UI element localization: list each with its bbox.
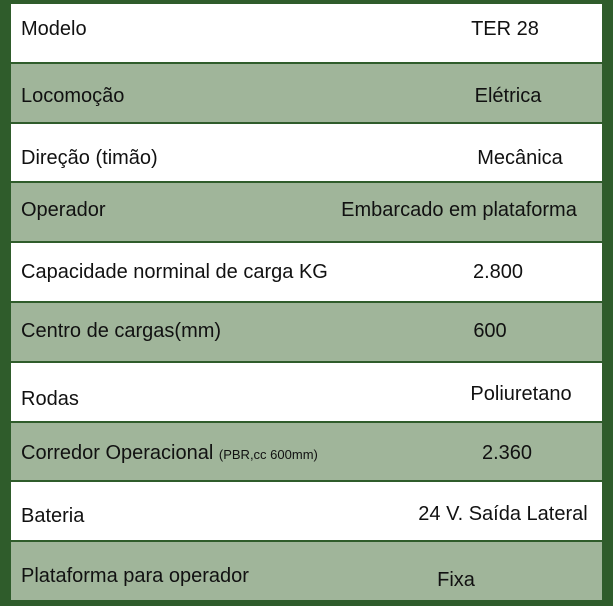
spec-label: Modelo xyxy=(21,18,87,40)
spec-row-corredor xyxy=(11,423,602,481)
spec-label: Locomoção xyxy=(21,84,125,107)
spec-row-modelo xyxy=(11,4,602,62)
spec-value: Mecânica xyxy=(477,146,563,169)
spec-value: 24 V. Saída Lateral xyxy=(418,503,588,526)
spec-label: Direção (timão) xyxy=(21,146,158,169)
spec-value: 2.360 xyxy=(481,441,533,464)
spec-label: Rodas xyxy=(21,387,79,410)
spec-row-rodas xyxy=(11,363,602,421)
spec-value: TER 28 xyxy=(471,18,539,40)
spec-row-operador xyxy=(11,183,602,241)
spec-row-bateria xyxy=(11,482,602,540)
spec-label: Centro de cargas(mm) xyxy=(21,319,222,342)
spec-value: Fixa xyxy=(437,569,475,592)
spec-label: Operador xyxy=(21,199,106,222)
spec-label-group xyxy=(21,441,318,467)
spec-row-centro-cargas xyxy=(11,303,602,361)
spec-row-direcao xyxy=(11,124,602,182)
spec-label: Bateria xyxy=(21,505,85,528)
spec-label: Corredor Operacional xyxy=(21,441,214,464)
spec-row-capacidade xyxy=(11,243,602,301)
spec-value: Embarcado em plataforma xyxy=(341,199,577,222)
spec-value: 600 xyxy=(473,319,507,342)
spec-label-note: (PBR,cc 600mm) xyxy=(218,446,318,462)
spec-value: Elétrica xyxy=(474,84,542,107)
spec-value: Poliuretano xyxy=(470,382,572,405)
spec-label: Capacidade norminal de carga KG xyxy=(21,261,328,284)
spec-label: Plataforma para operador xyxy=(21,565,249,588)
spec-value: 2.800 xyxy=(472,261,524,284)
spec-row-plataforma xyxy=(11,542,602,600)
spec-row-locomocao xyxy=(11,64,602,122)
